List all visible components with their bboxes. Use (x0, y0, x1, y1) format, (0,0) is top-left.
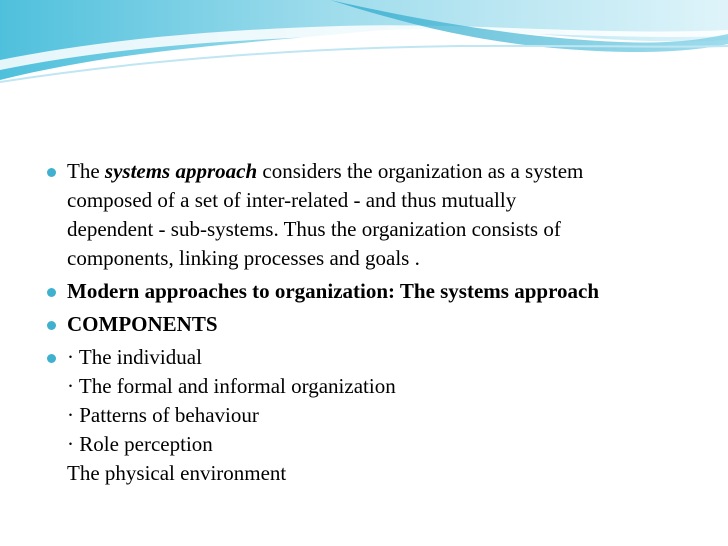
bullet-line: COMPONENTS (67, 312, 218, 336)
bullet-line: Modern approaches to organization: The systems approach (67, 279, 600, 303)
bullet-line: composed of a set of inter-related - and thus mutually (67, 188, 517, 212)
bullet-systems-approach (47, 157, 707, 273)
bullet-line: dependent - sub-systems. Thus the organization consists of (67, 217, 561, 241)
bullet-components (47, 310, 707, 339)
slide-content (47, 157, 707, 492)
bullet-line: The systems approach considers the organization as a system (67, 159, 584, 183)
component-item: · The formal and informal organization (67, 374, 396, 398)
component-item: The physical environment (67, 461, 287, 485)
bullet-dot-icon (47, 288, 56, 297)
bullet-line: components, linking processes and goals . (67, 246, 420, 270)
bullet-dot-icon (47, 168, 56, 177)
bullet-dot-icon (47, 354, 56, 363)
component-item: · The individual (67, 345, 202, 369)
component-item: · Role perception (67, 432, 213, 456)
bullet-component-list (47, 343, 707, 488)
component-item: · Patterns of behaviour (67, 403, 259, 427)
bullet-modern-approaches (47, 277, 707, 306)
emphasized-term: systems approach (104, 159, 258, 183)
bullet-dot-icon (47, 321, 56, 330)
header-wave-decoration (0, 0, 728, 100)
